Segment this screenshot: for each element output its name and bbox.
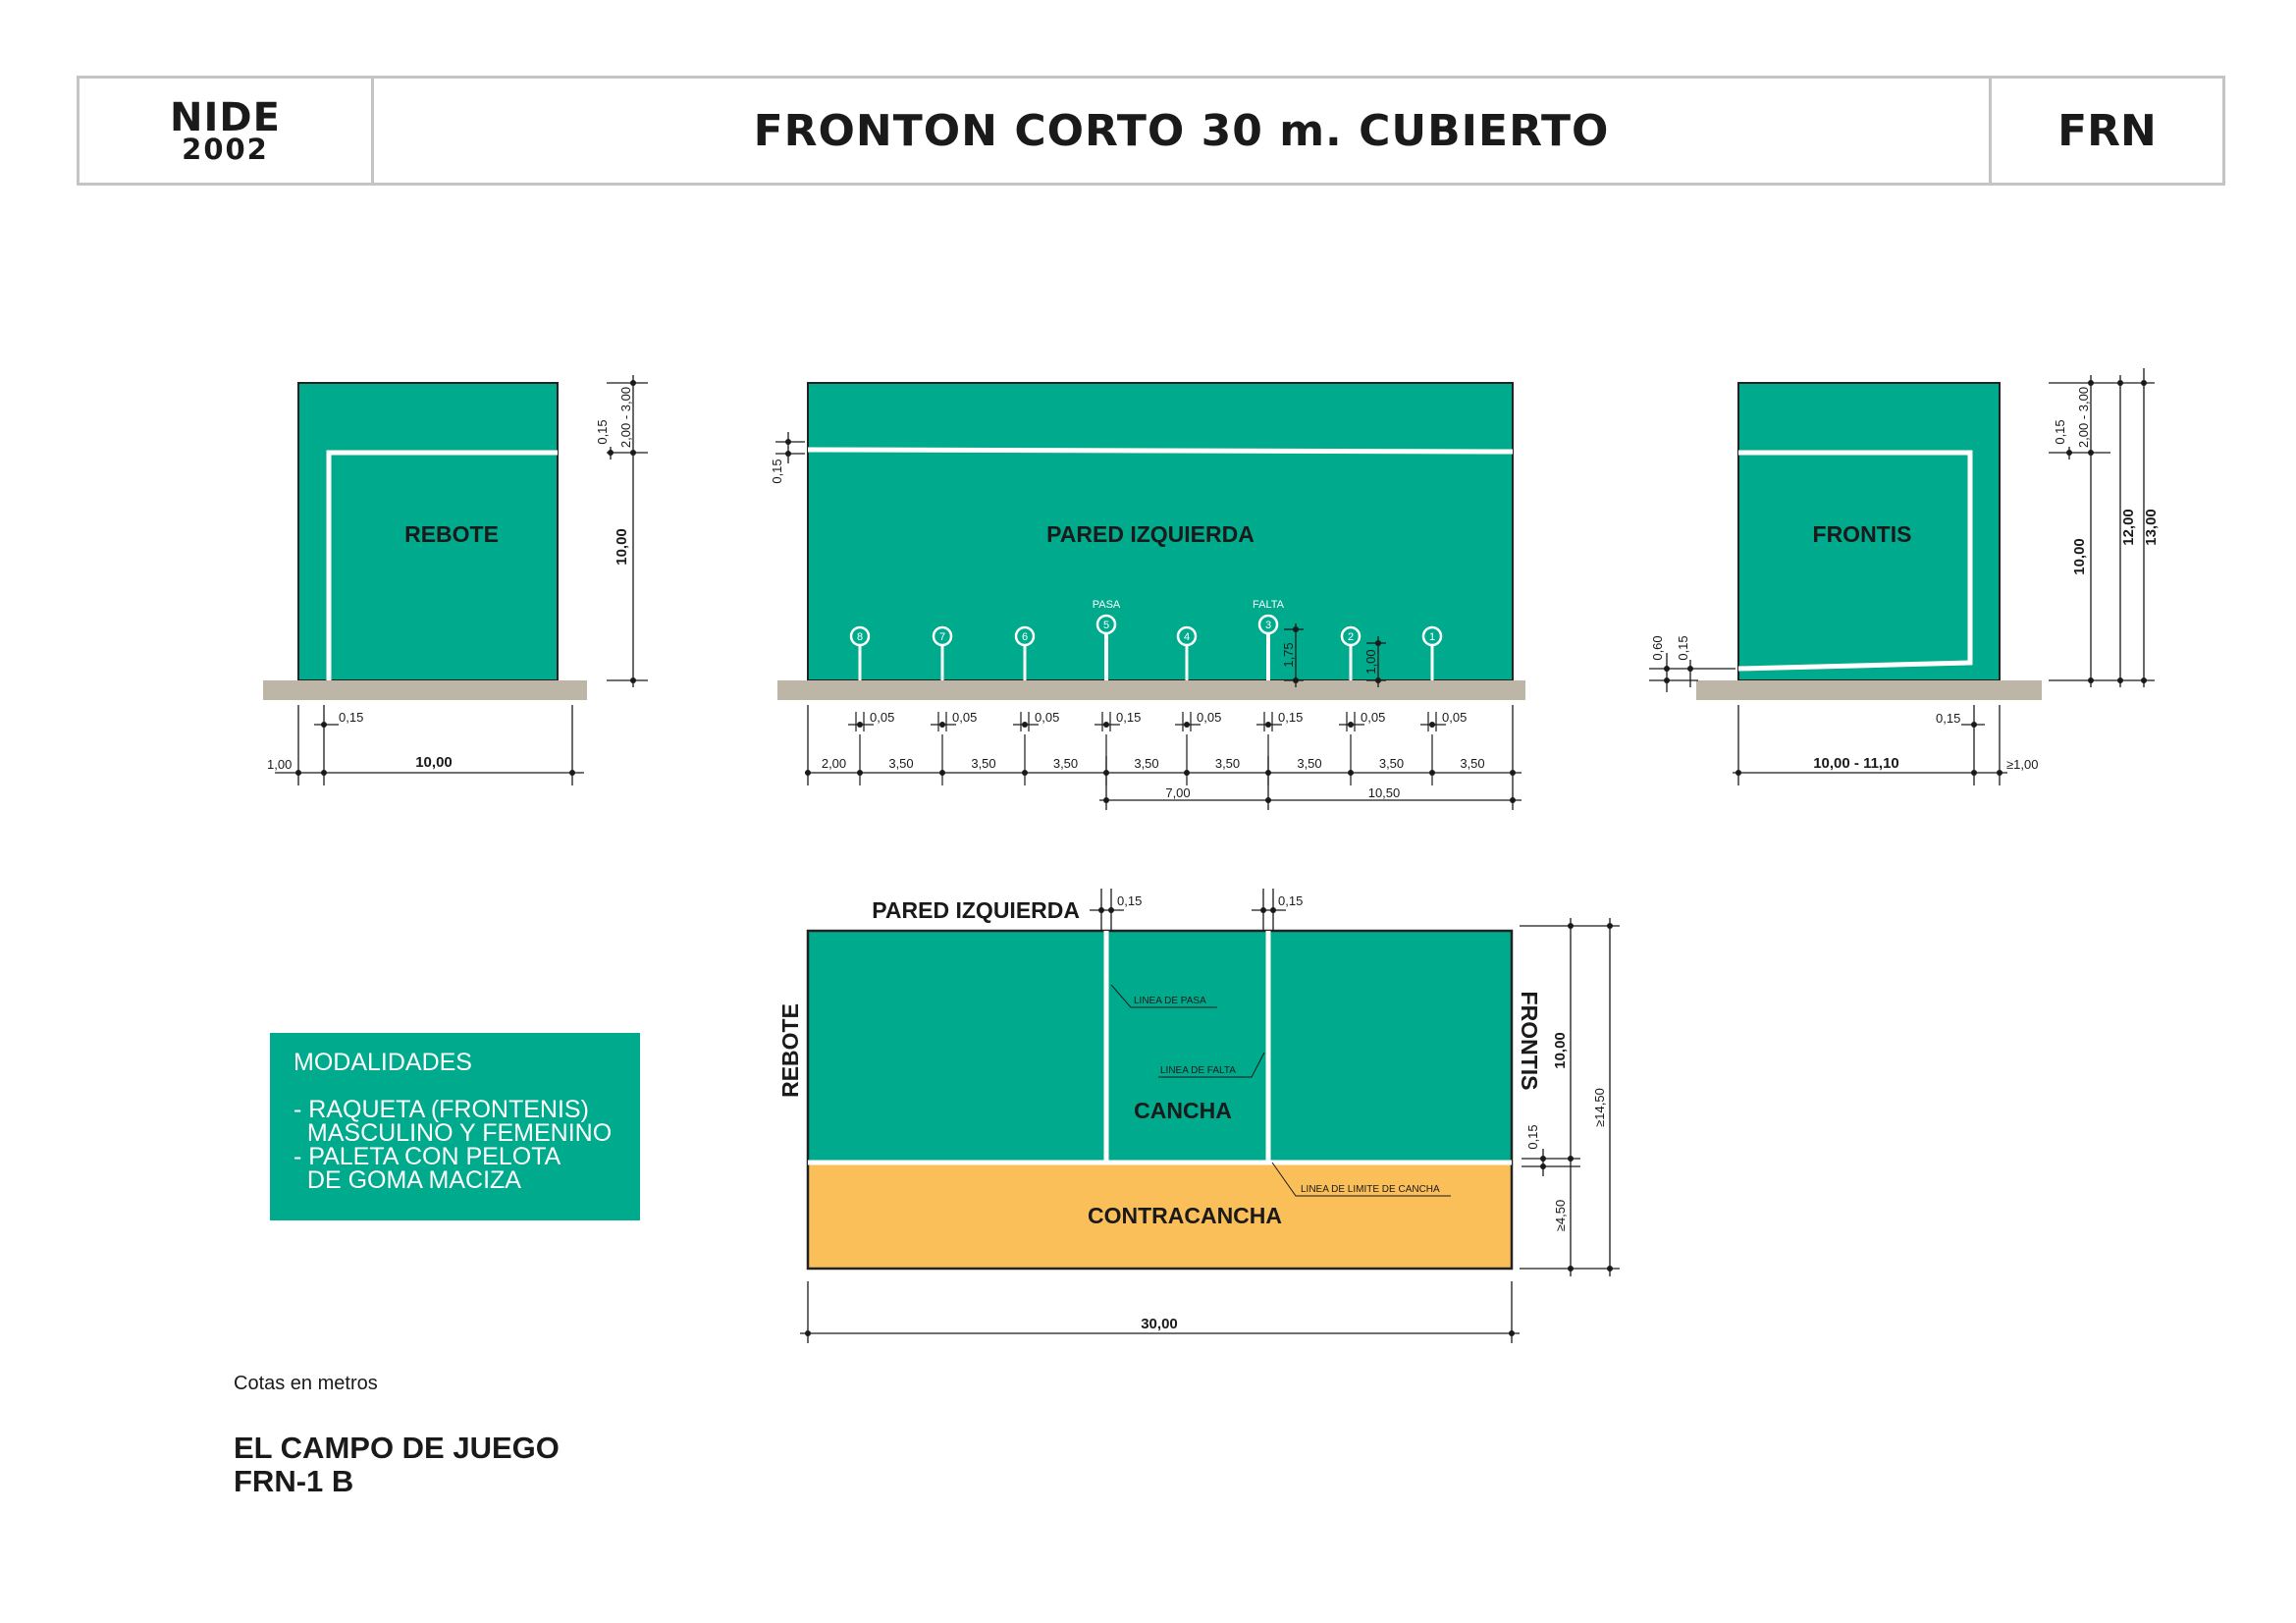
pared-izquierda-elevation xyxy=(770,383,1525,810)
plan-h-450: ≥4,50 xyxy=(1553,1199,1568,1232)
units-note: Cotas en metros xyxy=(234,1373,378,1394)
frontis-total-13: 13,00 xyxy=(2143,509,2160,546)
post-width-label: 0,05 xyxy=(1197,710,1222,725)
frontis-top-h: 2,00 - 3,00 xyxy=(2076,386,2091,449)
contracancha-label: CONTRACANCHA xyxy=(1087,1203,1283,1228)
plan-width: 30,00 xyxy=(1141,1316,1178,1332)
modalidad-item: MASCULINO Y FEMENINO xyxy=(294,1119,613,1147)
frontis-floor xyxy=(1696,680,2042,700)
sheet-title: FRONTON CORTO 30 m. CUBIERTO xyxy=(753,105,1610,156)
spacing-label: 3,50 xyxy=(1214,756,1241,771)
post-width-label: 0,05 xyxy=(1035,710,1060,725)
plan-top-w1: 0,15 xyxy=(1117,893,1143,908)
sheet-code: FRN xyxy=(2057,105,2157,156)
post-width-label: 0,15 xyxy=(1278,710,1304,725)
spacing-label: 3,50 xyxy=(1134,756,1159,771)
left-wall-label: PARED IZQUIERDA xyxy=(1046,521,1255,547)
post-dimension-chain xyxy=(822,710,1485,785)
chain-dot xyxy=(1429,770,1435,776)
linea-limite-note: LINEA DE LIMITE DE CANCHA xyxy=(1301,1184,1440,1195)
frontis-line-w: 0,15 xyxy=(2053,419,2067,445)
spacing-label: 3,50 xyxy=(1460,756,1485,771)
modalidad-item: - RAQUETA (FRONTENIS) xyxy=(294,1096,589,1123)
rebote-floor xyxy=(263,680,587,700)
rebote-elevation xyxy=(263,375,648,785)
linea-falta-note: LINEA DE FALTA xyxy=(1160,1065,1236,1076)
spacing-label: 3,50 xyxy=(1378,756,1405,771)
plan-right-label: FRONTIS xyxy=(1517,991,1542,1091)
post-width-dot xyxy=(1103,722,1109,728)
rebote-side-line: 0,15 xyxy=(339,710,364,725)
frontis-total-12: 12,00 xyxy=(2120,509,2137,546)
post-number: 5 xyxy=(1102,620,1110,631)
frontis-side-015: 0,15 xyxy=(1936,711,1961,726)
drawing-code: FRN-1 B xyxy=(234,1464,354,1498)
rebote-wall-h: 10,00 xyxy=(614,528,630,566)
drawing-title xyxy=(234,1432,560,1498)
rebote-width: 10,00 xyxy=(415,754,453,771)
seg-700: 7,00 xyxy=(1165,785,1191,800)
frontis-elevation xyxy=(1649,368,2160,785)
spacing-label: 3,50 xyxy=(1052,756,1079,771)
chain-dot xyxy=(857,770,863,776)
spacing-label: 3,50 xyxy=(888,756,914,771)
post-width-label: 0,05 xyxy=(1361,710,1386,725)
pasa-label: PASA xyxy=(1092,599,1121,611)
plan-top-w2: 0,15 xyxy=(1278,893,1304,908)
post-width-dot xyxy=(1348,722,1354,728)
post-number: 2 xyxy=(1347,631,1355,643)
spacing-label: 2,00 xyxy=(821,756,847,771)
plan-h-1000: 10,00 xyxy=(1552,1032,1569,1069)
cancha-label: CANCHA xyxy=(1134,1098,1232,1123)
left-wall-top-w: 0,15 xyxy=(770,459,784,484)
rebote-label: REBOTE xyxy=(404,521,499,547)
post-number: 7 xyxy=(938,631,946,643)
chain-dot xyxy=(1022,770,1028,776)
post-number: 6 xyxy=(1021,631,1029,643)
chain-dot xyxy=(1103,770,1109,776)
frontis-label: FRONTIS xyxy=(1812,521,1912,547)
frontis-bottom-060: 0,60 xyxy=(1650,635,1665,661)
frontis-offset: ≥1,00 xyxy=(2006,757,2039,772)
org-name: NIDE xyxy=(170,94,281,140)
modalidades-title: MODALIDADES xyxy=(294,1049,472,1076)
chain-dot xyxy=(1348,770,1354,776)
frontis-width: 10,00 - 11,10 xyxy=(1813,755,1899,772)
modalidad-item: - PALETA CON PELOTA xyxy=(294,1143,561,1170)
post-width-dot xyxy=(1184,722,1190,728)
drawing-title-line1: EL CAMPO DE JUEGO xyxy=(234,1431,560,1465)
post-width-label: 0,05 xyxy=(952,710,978,725)
frontis-bottom-015: 0,15 xyxy=(1676,635,1690,661)
post-number: 1 xyxy=(1428,631,1436,643)
post-number: 4 xyxy=(1183,631,1191,643)
post-width-dot xyxy=(1429,722,1435,728)
court-plan xyxy=(777,889,1620,1343)
cancha-area xyxy=(808,931,1512,1163)
rebote-line-w: 0,15 xyxy=(595,419,610,445)
spacing-label: 3,50 xyxy=(971,756,996,771)
post-number: 8 xyxy=(856,631,864,643)
post-width-dot xyxy=(1265,722,1271,728)
seg-1050: 10,50 xyxy=(1367,785,1401,800)
post-h-100: 1,00 xyxy=(1363,649,1378,675)
modalidad-item: DE GOMA MACIZA xyxy=(294,1166,521,1194)
chain-dot xyxy=(1265,770,1271,776)
falta-label: FALTA xyxy=(1253,599,1284,611)
left-wall-top-line xyxy=(808,450,1513,452)
spacing-label: 3,50 xyxy=(1297,756,1322,771)
post-width-label: 0,05 xyxy=(1442,710,1468,725)
chain-dot xyxy=(939,770,945,776)
plan-top-label: PARED IZQUIERDA xyxy=(872,897,1080,923)
post-width-label: 0,05 xyxy=(870,710,895,725)
plan-h-015: 0,15 xyxy=(1525,1124,1540,1150)
post-width-dot xyxy=(939,722,945,728)
post-h-175: 1,75 xyxy=(1281,642,1296,668)
plan-h-1450: ≥14,50 xyxy=(1592,1088,1607,1127)
chain-dot xyxy=(1184,770,1190,776)
rebote-top-h: 2,00 - 3,00 xyxy=(618,386,633,449)
post-width-dot xyxy=(857,722,863,728)
org-year: 2002 xyxy=(182,132,269,166)
frontis-wall-h: 10,00 xyxy=(2071,538,2088,575)
rebote-offset: 1,00 xyxy=(267,757,293,772)
post-width-label: 0,15 xyxy=(1116,710,1142,725)
modalidades-box xyxy=(270,1033,640,1220)
post-number: 3 xyxy=(1264,620,1272,631)
linea-pasa-note: LINEA DE PASA xyxy=(1134,996,1206,1006)
left-wall-floor xyxy=(777,680,1525,700)
post-width-dot xyxy=(1022,722,1028,728)
plan-left-label: REBOTE xyxy=(777,1003,803,1098)
